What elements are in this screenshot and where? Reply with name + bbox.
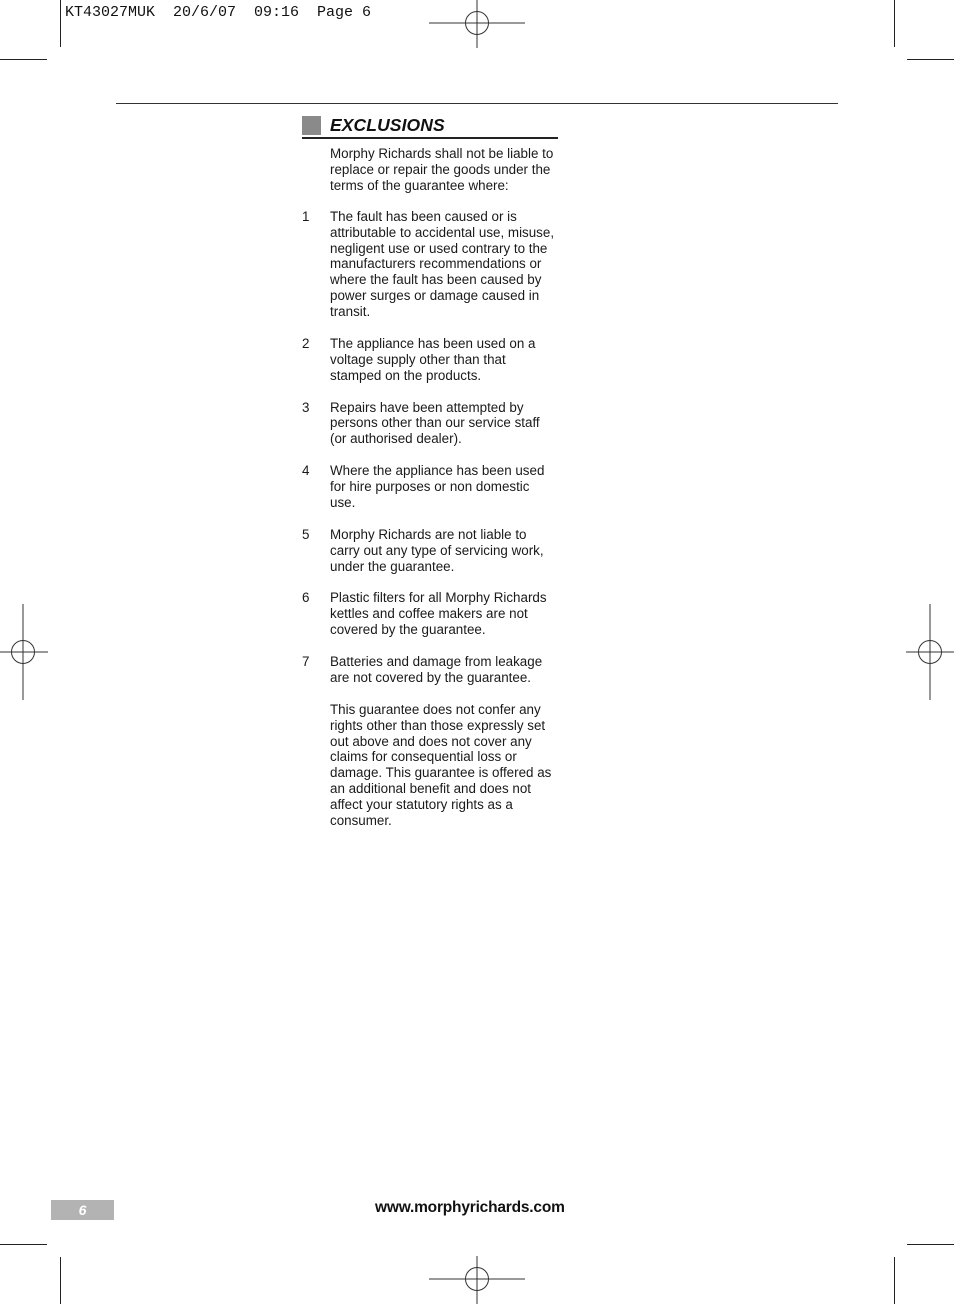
list-item — [302, 590, 558, 638]
crop-mark — [894, 1257, 895, 1304]
list-item — [302, 400, 558, 448]
page-number-tab: 6 — [51, 1200, 114, 1220]
item-text: Plastic filters for all Morphy Richards kettles and coffee makers are not covered by the guarantee. — [330, 590, 547, 638]
crop-mark — [60, 1257, 61, 1304]
crop-mark — [907, 59, 954, 60]
item-number: 7 — [302, 654, 310, 669]
top-rule — [116, 103, 838, 104]
exclusions-section — [302, 115, 558, 829]
list-item — [302, 209, 558, 320]
item-text: The appliance has been used on a voltage supply other than that stamped on the products. — [330, 335, 536, 383]
list-item — [302, 336, 558, 384]
crop-mark — [0, 1244, 47, 1245]
heading-marker-block — [302, 116, 321, 135]
item-text: The fault has been caused or is attributable to accidental use, misuse, negligent use or used contrary to the manufacturers recommendations or where the fault has been caused by power surges or damage caused in transit. — [330, 208, 555, 320]
website-url: www.morphyrichards.com — [375, 1199, 565, 1216]
item-number: 2 — [302, 335, 310, 351]
item-text: Where the appliance has been used for hire purposes or non domestic use. — [330, 463, 545, 510]
item-text: Batteries and damage from leakage are not covered by the guarantee. — [330, 654, 543, 685]
list-item — [302, 463, 558, 511]
closing-paragraph: This guarantee does not confer any rights other than those expressly set out above and does not cover any claims for consequential loss or damage. This guarantee is offered as an additional benefit and does not affect your statutory rights as a consumer. — [330, 701, 552, 829]
intro-paragraph: Morphy Richards shall not be liable to replace or repair the goods under the terms of the guarantee where: — [330, 146, 554, 193]
section-heading: EXCLUSIONS — [330, 115, 445, 135]
registration-mark-icon — [906, 604, 954, 700]
crop-mark — [0, 59, 47, 60]
registration-mark-icon — [0, 604, 48, 700]
item-number: 4 — [302, 463, 310, 479]
list-item — [302, 527, 558, 575]
list-item — [302, 654, 558, 686]
section-heading-row — [302, 115, 558, 139]
registration-mark-icon — [429, 0, 525, 48]
crop-mark — [907, 1244, 954, 1245]
registration-mark-icon — [429, 1256, 525, 1304]
item-number: 1 — [302, 208, 310, 224]
exclusions-list — [302, 209, 558, 686]
crop-mark — [894, 0, 895, 47]
item-number: 3 — [302, 399, 310, 415]
item-text: Repairs have been attempted by persons other than our service staff (or authorised dealer). — [330, 399, 540, 447]
item-text: Morphy Richards are not liable to carry out any type of servicing work, under the guarantee. — [330, 526, 544, 574]
printer-slug: KT43027MUK 20/6/07 09:16 Page 6 — [65, 4, 372, 21]
item-number: 6 — [302, 590, 310, 606]
item-number: 5 — [302, 526, 310, 542]
crop-mark — [60, 0, 61, 47]
